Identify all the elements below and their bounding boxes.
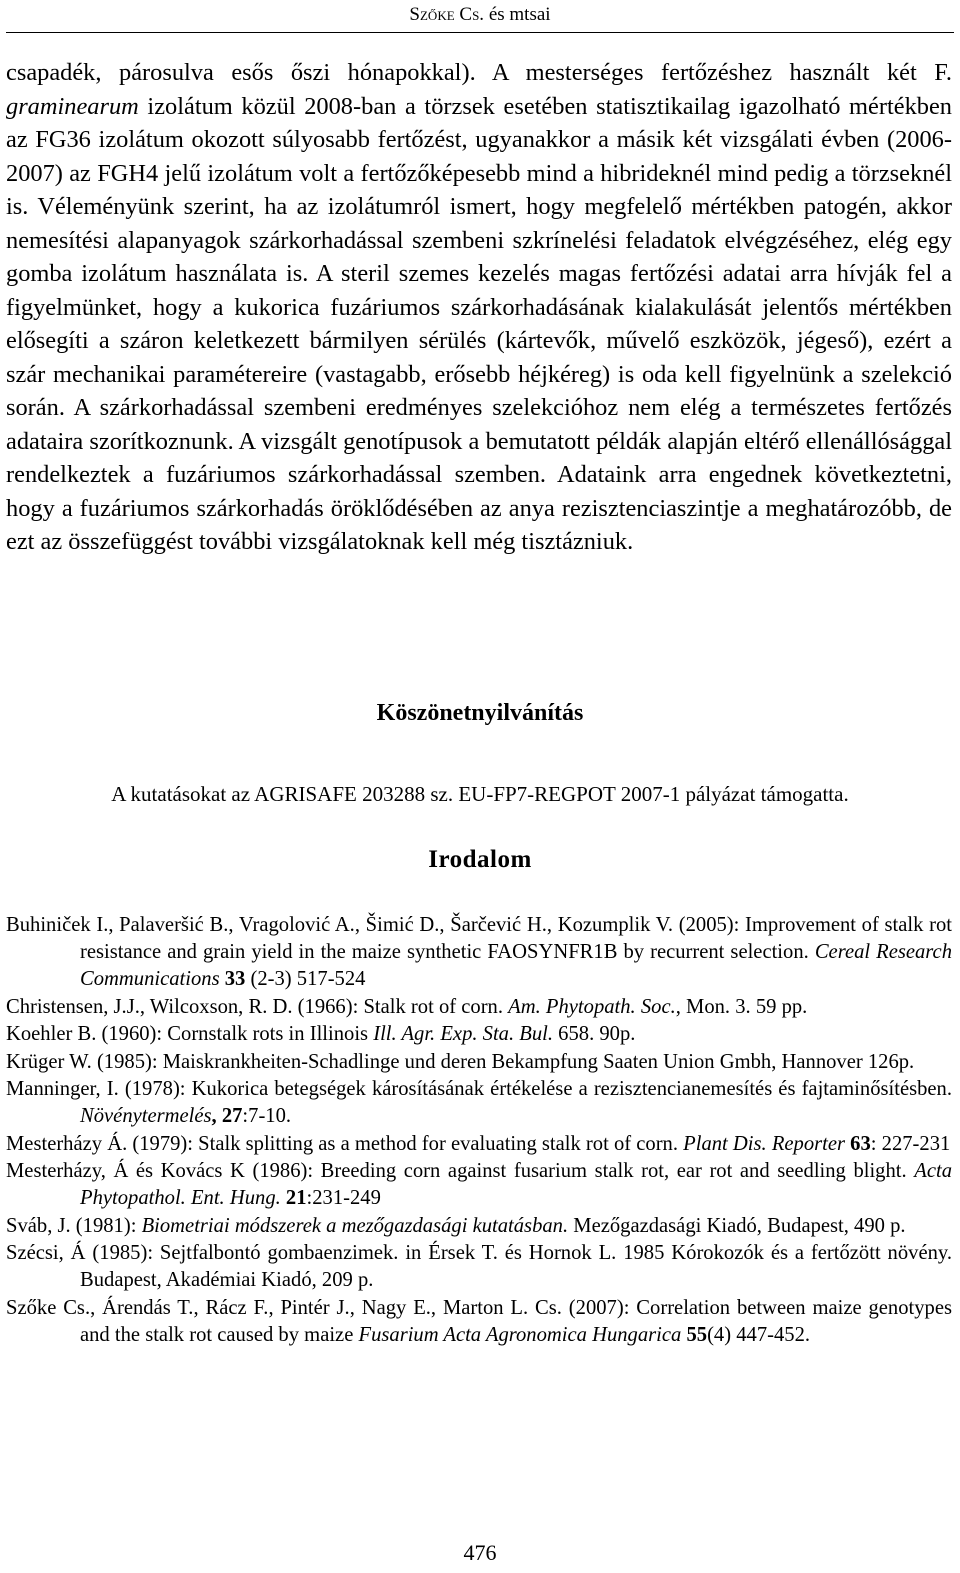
reference-journal: Am. Phytopath. Soc.	[508, 995, 676, 1018]
reference-journal: Biometriai módszerek a mezőgazdasági kutatásban.	[141, 1214, 569, 1237]
reference-item	[6, 1076, 952, 1130]
reference-pages: (4) 447-452.	[707, 1323, 811, 1346]
reference-item	[6, 1240, 952, 1294]
reference-text: Christensen, J.J., Wilcoxson, R. D. (1966): Stalk rot of corn.	[6, 995, 509, 1018]
literature-heading: Irodalom	[428, 846, 532, 873]
acknowledgement-text: A kutatásokat az AGRISAFE 203288 sz. EU-FP7-REGPOT 2007-1 pályázat támogatta.	[111, 782, 849, 806]
reference-pages: :7-10.	[242, 1105, 292, 1127]
reference-volume: 55	[681, 1323, 708, 1346]
reference-text: Krüger W. (1985): Maiskrankheiten-Schadlinge und deren Bekampfung Saaten Union Gmbh, Hannover 126p.	[6, 1050, 915, 1073]
reference-text: Buhiniček I., Palaveršić B., Vragolović A., Šimić D., Šarčević H., Kozumplik V. (2005): Improvement of stalk rot resistance and grain yield in the maize synthetic FAOSYNFR1B by recurrent selection.	[6, 914, 952, 963]
reference-item	[6, 1213, 952, 1240]
paragraph-part-2: izolátum közül 2008-ban a törzsek esetében statisztikailag igazolható mértékben az FG36 izolátum okozott súlyosabb fertőzést, ugyanakkor a másik két vizsgálati évben (2006-2007) az FGH4 jelű izolátum volt a fertőzőképesebb mind a hibrideknél mind pedig a törzseknél is. Véleményünk szerint, ha az izolátumról ismert, hogy megfelelő mértékben patogén, akkor nemesítési alapanyagok szárkorhadással szembeni szkrínelési feladatok elvégzéséhez, elég egy gomba izolátum használata is. A steril szemes kezelés magas fertőzési adatai arra hívják fel a figyelmünket, hogy a kukorica fuzáriumos szárkorhadásának kialakulását jelentős mértékben elősegíti a száron keletkezett bármilyen sérülés (kártevők, művelő eszközök, jégeső), ezért a szár mechanikai paramétereire (vastagabb, erősebb héjkéreg) is oda kell figyelnünk a szelekció során. A szárkorhadással szembeni eredményes szelekcióhoz nem elég a természetes fertőzés adataira szorítkoznunk. A vizsgált genotípusok a bemutatott példák alapján eltérő ellenállósággal rendelkeztek a fuzáriumos szárkorhadással szemben. Adataink arra engednek következtetni, hogy a fuzáriumos szárkorhadás öröklődésében az anya rezisztenciaszintje a meghatározóbb, de ezt az összefüggést további vizsgálatoknak kell még tisztázniuk.	[6, 92, 952, 555]
reference-journal: Ill. Agr. Exp. Sta. Bul.	[373, 1023, 554, 1045]
reference-text: Mesterházy, Á és Kovács K (1986): Breeding corn against fusarium stalk rot, ear rot and seedling blight.	[6, 1160, 915, 1182]
reference-text: Szécsi, Á (1985): Sejtfalbontó gombaenzimek. in Érsek T. és Hornok L. 1985 Kórokozók és a fertőzött növény. Budapest, Akadémiai Kiadó, 209 p.	[6, 1242, 952, 1291]
reference-text: Sváb, J. (1981):	[6, 1214, 142, 1237]
species-name: graminearum	[6, 92, 139, 120]
header-authors: Szőke Cs.	[409, 4, 485, 25]
reference-pages: :231-249	[306, 1187, 381, 1209]
reference-text: Koehler B. (1960): Cornstalk rots in Illinois	[6, 1023, 374, 1045]
header-rule	[6, 32, 954, 33]
reference-pages: , Mon. 3. 59 pp.	[675, 995, 808, 1018]
reference-journal: Növénytermelés	[80, 1105, 212, 1127]
reference-item	[6, 1021, 952, 1048]
paragraph-part-1: csapadék, párosulva esős őszi hónapokkal). A mesterséges fertőzéshez használt két F.	[6, 59, 952, 86]
reference-item	[6, 994, 952, 1021]
running-header	[0, 4, 960, 26]
reference-journal: Cereal Research Communications	[80, 941, 952, 990]
reference-list	[6, 912, 952, 1349]
header-rest: és mtsai	[484, 4, 551, 25]
reference-item	[6, 1158, 952, 1212]
reference-journal: Acta Phytopathol. Ent. Hung.	[80, 1160, 952, 1209]
reference-text: Manninger, I. (1978): Kukorica betegségek károsításának értékelése a rezisztencianemesítés és fajtaminősítésben.	[6, 1078, 952, 1100]
reference-pages: : 227-231	[870, 1132, 951, 1155]
reference-pages: 658. 90p.	[553, 1023, 636, 1045]
reference-volume: , 27	[211, 1105, 243, 1127]
reference-item	[6, 1049, 952, 1076]
reference-volume: 21	[280, 1187, 307, 1209]
reference-volume: 63	[845, 1132, 871, 1155]
reference-text: Szőke Cs., Árendás T., Rácz F., Pintér J., Nagy E., Marton L. Cs. (2007): Correlation between maize genotypes and the stalk rot caused by maize	[6, 1296, 952, 1346]
reference-pages: Mezőgazdasági Kiadó, Budapest, 490 p.	[568, 1214, 906, 1237]
page-number: 476	[463, 1540, 497, 1565]
acknowledgement-heading: Köszönetnyilvánítás	[376, 700, 584, 726]
reference-journal: Plant Dis. Reporter	[683, 1132, 846, 1155]
reference-item	[6, 1131, 952, 1158]
reference-journal: Fusarium Acta Agronomica Hungarica	[358, 1323, 682, 1346]
reference-text: Mesterházy Á. (1979): Stalk splitting as a method for evaluating stalk rot of corn.	[6, 1132, 684, 1155]
reference-pages: (2-3) 517-524	[245, 968, 366, 990]
reference-item	[6, 912, 952, 993]
reference-volume: 33	[219, 968, 246, 990]
reference-item	[6, 1295, 952, 1349]
discussion-paragraph	[6, 56, 952, 559]
